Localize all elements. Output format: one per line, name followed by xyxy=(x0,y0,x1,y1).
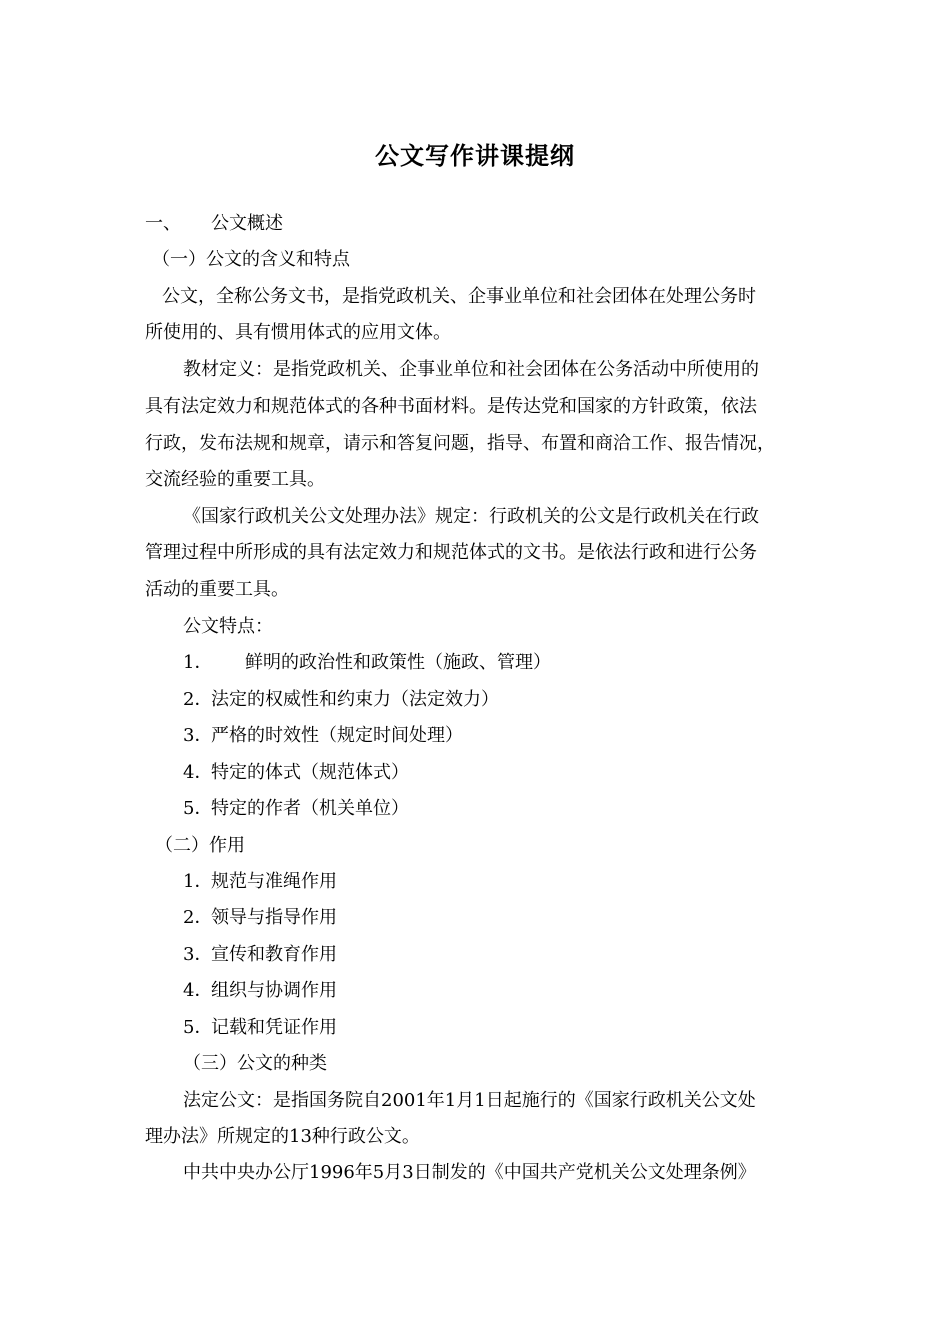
paragraph-3-line-1: 《国家行政机关公文处理办法》规定：行政机关的公文是行政机关在行政 xyxy=(183,506,759,527)
document-title: 公文写作讲课提纲 xyxy=(375,141,575,170)
section-number: 一、 xyxy=(145,213,181,234)
subsection-heading-2: （二）作用 xyxy=(155,835,245,856)
paragraph-3-line-2: 管理过程中所形成的具有法定效力和规范体式的文书。是依法行政和进行公务 xyxy=(145,542,757,563)
paragraph-4-line-2: 理办法》所规定的13种行政公文。 xyxy=(145,1126,420,1147)
feature-number: 3． xyxy=(183,725,213,746)
role-text: 宣传和教育作用 xyxy=(211,944,337,965)
feature-number: 5． xyxy=(183,798,213,819)
role-number: 1． xyxy=(183,871,213,892)
paragraph-2-line-1: 教材定义：是指党政机关、企事业单位和社会团体在公务活动中所使用的 xyxy=(183,359,759,380)
paragraph-2-line-3: 行政，发布法规和规章，请示和答复问题，指导、布置和商洽工作、报告情况， xyxy=(145,433,775,454)
role-number: 2． xyxy=(183,907,213,928)
feature-text: 特定的体式（规范体式） xyxy=(211,762,409,783)
feature-number: 4． xyxy=(183,762,213,783)
section-title: 公文概述 xyxy=(211,213,283,234)
role-text: 组织与协调作用 xyxy=(211,980,337,1001)
feature-number: 2． xyxy=(183,689,213,710)
feature-item xyxy=(183,689,499,711)
role-item xyxy=(183,980,337,1002)
role-item xyxy=(183,944,337,966)
role-text: 记载和凭证作用 xyxy=(211,1017,337,1038)
feature-text: 严格的时效性（规定时间处理） xyxy=(211,725,463,746)
paragraph-2-line-2: 具有法定效力和规范体式的各种书面材料。是传达党和国家的方针政策，依法 xyxy=(145,396,757,417)
role-item xyxy=(183,1017,337,1039)
paragraph-3-line-3: 活动的重要工具。 xyxy=(145,579,289,600)
paragraph-1-line-2: 所使用的、具有惯用体式的应用文体。 xyxy=(145,322,451,343)
role-number: 5． xyxy=(183,1017,213,1038)
role-number: 3． xyxy=(183,944,213,965)
feature-item xyxy=(183,652,551,674)
role-item xyxy=(183,907,337,929)
subsection-heading-1: （一）公文的含义和特点 xyxy=(152,249,350,270)
role-text: 领导与指导作用 xyxy=(211,907,337,928)
feature-item xyxy=(183,725,463,747)
feature-item xyxy=(183,762,409,784)
paragraph-4-line-1: 法定公文：是指国务院自2001年1月1日起施行的《国家行政机关公文处 xyxy=(183,1090,756,1111)
features-label: 公文特点： xyxy=(183,616,273,637)
feature-text: 鲜明的政治性和政策性（施政、管理） xyxy=(245,652,551,673)
subsection-heading-3: （三）公文的种类 xyxy=(183,1053,327,1074)
feature-item xyxy=(183,798,409,820)
paragraph-5-line-1: 中共中央办公厅1996年5月3日制发的《中国共产党机关公文处理条例》 xyxy=(183,1162,756,1183)
role-text: 规范与准绳作用 xyxy=(211,871,337,892)
role-number: 4． xyxy=(183,980,213,1001)
section-heading-1 xyxy=(145,213,283,235)
feature-text: 法定的权威性和约束力（法定效力） xyxy=(211,689,499,710)
feature-text: 特定的作者（机关单位） xyxy=(211,798,409,819)
feature-number: 1． xyxy=(183,652,213,673)
paragraph-1-line-1: 公文，全称公务文书，是指党政机关、企事业单位和社会团体在处理公务时 xyxy=(162,286,756,307)
role-item xyxy=(183,871,337,893)
paragraph-2-line-4: 交流经验的重要工具。 xyxy=(145,469,325,490)
